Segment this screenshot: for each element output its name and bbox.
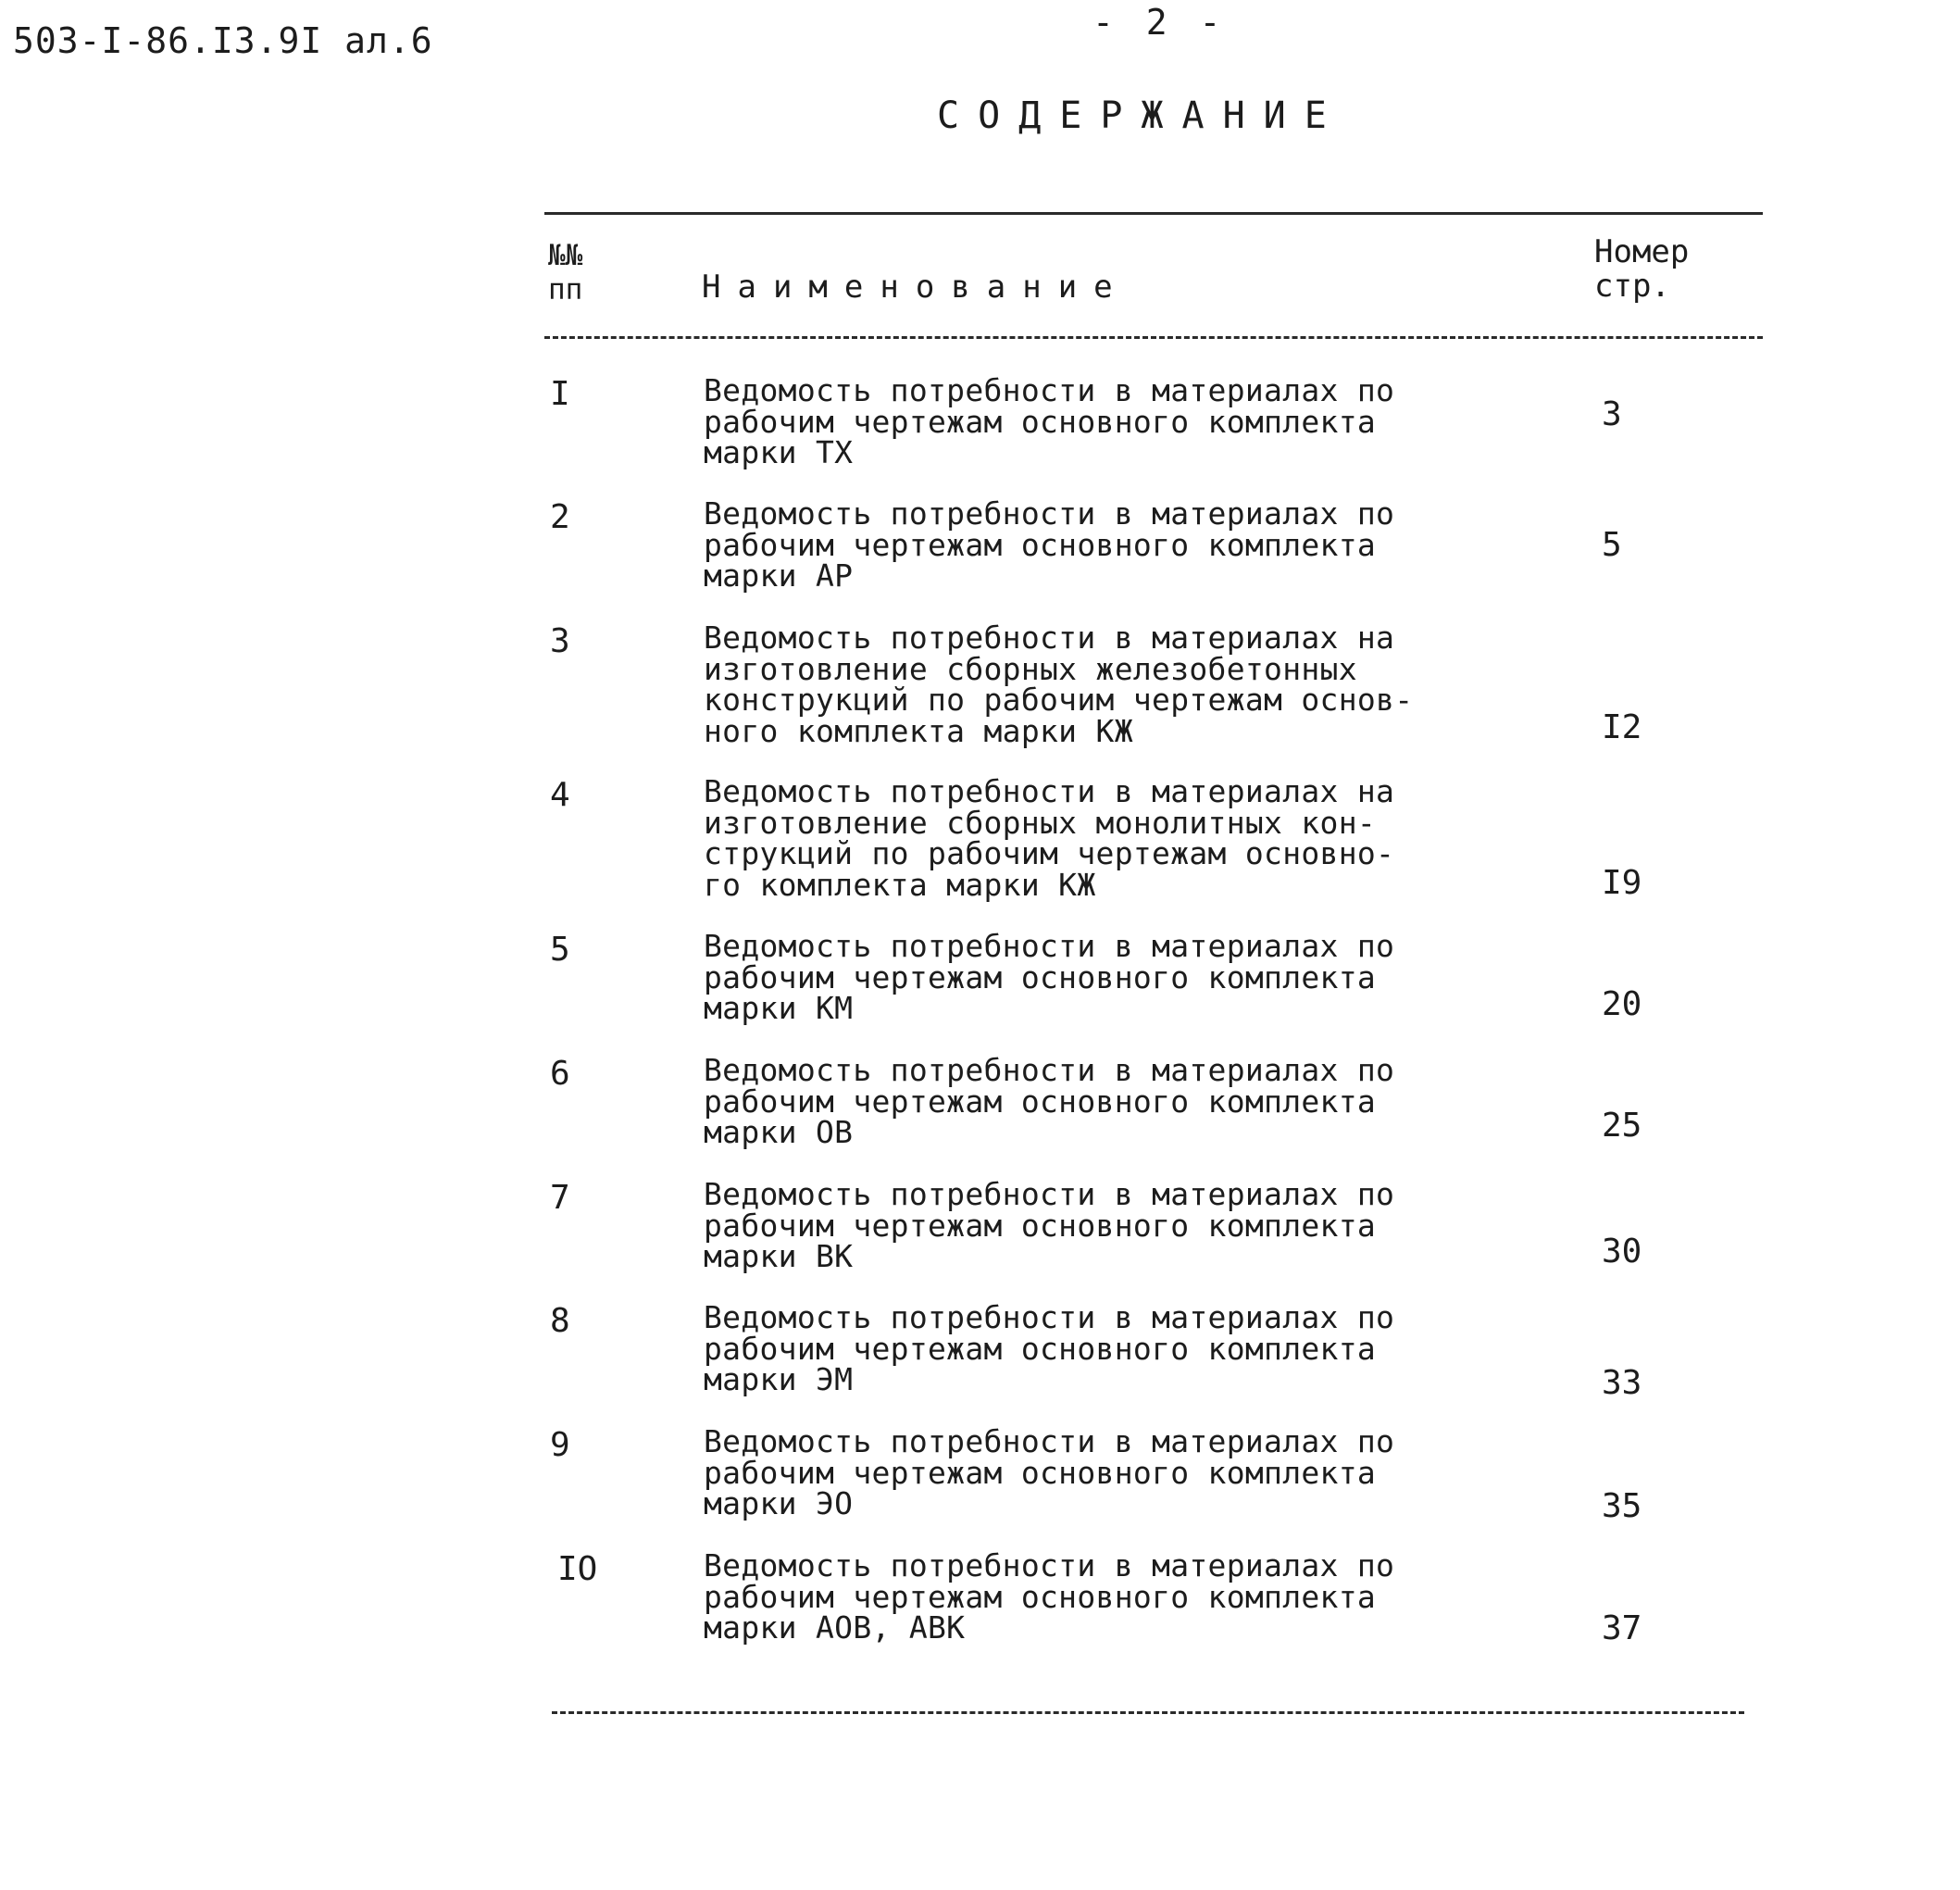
row-number: 3: [550, 622, 570, 660]
row-number: IO: [557, 1550, 598, 1588]
row-page-number: I9: [1602, 864, 1642, 902]
row-title: Ведомость потребности в материалах по рабочим чертежам основного комплекта марки ЭО: [704, 1423, 1395, 1521]
row-title: Ведомость потребности в материалах по рабочим чертежам основного комплекта марки АОВ, АВК: [704, 1547, 1395, 1646]
row-number: 8: [550, 1302, 570, 1340]
row-title: Ведомость потребности в материалах на изготовление сборных железобетонных конструкций по рабочим чертежам основ- ного комплекта марки КЖ: [704, 620, 1414, 749]
row-number: I: [550, 375, 570, 413]
table-bottom-rule: [552, 1711, 1744, 1714]
row-title: Ведомость потребности в материалах по рабочим чертежам основного комплекта марки ОВ: [704, 1052, 1395, 1150]
document-title: СОДЕРЖАНИЕ: [937, 94, 1345, 137]
column-header-page: Номер стр.: [1594, 233, 1690, 305]
row-page-number: 3: [1602, 395, 1622, 433]
row-number: 2: [550, 498, 570, 536]
row-page-number: 20: [1602, 985, 1642, 1023]
row-number: 6: [550, 1055, 570, 1093]
row-title: Ведомость потребности в материалах по рабочим чертежам основного комплекта марки ВК: [704, 1176, 1395, 1274]
row-page-number: 37: [1602, 1609, 1642, 1647]
column-header-name: Наименование: [702, 269, 1130, 306]
row-page-number: 25: [1602, 1107, 1642, 1145]
table-header-rule: [544, 336, 1763, 339]
row-page-number: 30: [1602, 1233, 1642, 1270]
column-header-number: №№ пп: [548, 239, 583, 307]
row-page-number: 35: [1602, 1487, 1642, 1525]
row-page-number: I2: [1602, 708, 1642, 746]
row-title: Ведомость потребности в материалах по рабочим чертежам основного комплекта марки КМ: [704, 928, 1395, 1026]
document-code: 503-I-86.I3.9I ал.6: [13, 20, 433, 61]
row-number: 7: [550, 1179, 570, 1217]
page-number: - 2 -: [1092, 2, 1227, 43]
row-title: Ведомость потребности в материалах по рабочим чертежам основного комплекта марки АР: [704, 495, 1395, 594]
row-number: 4: [550, 776, 570, 814]
row-title: Ведомость потребности в материалах по рабочим чертежам основного комплекта марки ТХ: [704, 372, 1395, 470]
row-page-number: 33: [1602, 1364, 1642, 1402]
row-title: Ведомость потребности в материалах на изготовление сборных монолитных кон- струкций по рабочим чертежам основно- го комплекта марки КЖ: [704, 773, 1395, 903]
row-title: Ведомость потребности в материалах по рабочим чертежам основного комплекта марки ЭМ: [704, 1299, 1395, 1397]
row-number: 9: [550, 1426, 570, 1464]
row-page-number: 5: [1602, 526, 1622, 564]
row-number: 5: [550, 931, 570, 969]
table-top-rule: [544, 212, 1763, 215]
